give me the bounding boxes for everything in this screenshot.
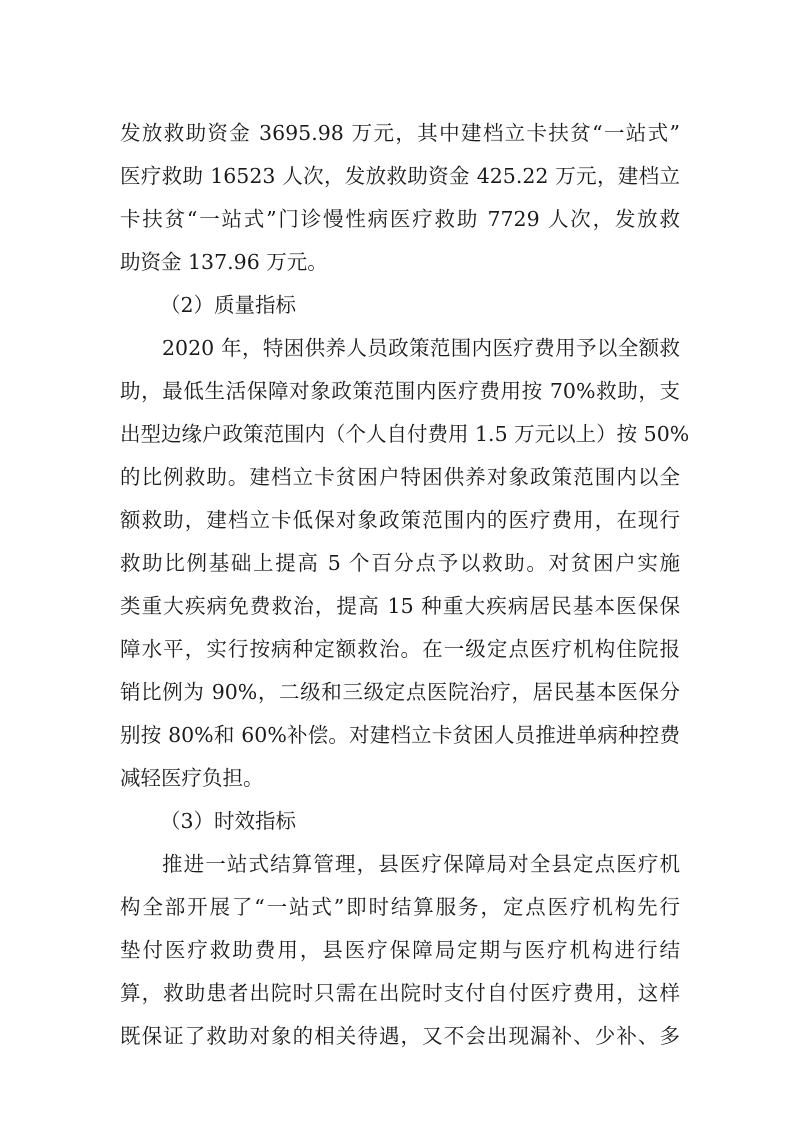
- body-text-line: 障水平，实行按病种定额救治。在一级定点医疗机构住院报: [120, 637, 680, 661]
- body-text-line: 减轻医疗负担。: [120, 766, 264, 790]
- body-text-line: 推进一站式结算管理，县医疗保障局对全县定点医疗机: [162, 852, 680, 876]
- body-text-line: 别按 80%和 60%补偿。对建档立卡贫困人员推进单病种控费: [120, 723, 680, 747]
- body-text-line: 构全部开展了“一站式”即时结算服务，定点医疗机构先行: [120, 895, 680, 919]
- body-text-line: 卡扶贫“一站式”门诊慢性病医疗救助 7729 人次，发放救: [120, 207, 680, 231]
- body-text-line: 类重大疾病免费救治，提高 15 种重大疾病居民基本医保保: [120, 594, 680, 618]
- body-text-line: 垫付医疗救助费用，县医疗保障局定期与医疗机构进行结: [120, 938, 680, 962]
- body-text-line: 的比例救助。建档立卡贫困户特困供养对象政策范围内以全: [120, 465, 680, 489]
- body-text-line: 发放救助资金 3695.98 万元，其中建档立卡扶贫“一站式”: [120, 121, 680, 145]
- body-text-line: 2020 年，特困供养人员政策范围内医疗费用予以全额救: [162, 336, 680, 360]
- body-text-line: 销比例为 90%，二级和三级定点医院治疗，居民基本医保分: [120, 680, 680, 704]
- body-text-line: 出型边缘户政策范围内（个人自付费用 1.5 万元以上）按 50%: [120, 422, 690, 446]
- body-text-line: 助，最低生活保障对象政策范围内医疗费用按 70%救助，支: [120, 379, 680, 403]
- body-text-line: 既保证了救助对象的相关待遇，又不会出现漏补、少补、多: [120, 1024, 680, 1048]
- body-text-line: 助资金 137.96 万元。: [120, 250, 328, 274]
- body-text-line: 额救助，建档立卡低保对象政策范围内的医疗费用，在现行: [120, 508, 680, 532]
- body-text-line: 算，救助患者出院时只需在出院时支付自付医疗费用，这样: [120, 981, 680, 1005]
- section-heading-quality: （2）质量指标: [160, 293, 297, 317]
- body-text-line: 医疗救助 16523 人次，发放救助资金 425.22 万元，建档立: [120, 164, 680, 188]
- section-heading-timeliness: （3）时效指标: [160, 809, 297, 833]
- body-text-line: 救助比例基础上提高 5 个百分点予以救助。对贫困户实施: [120, 551, 680, 575]
